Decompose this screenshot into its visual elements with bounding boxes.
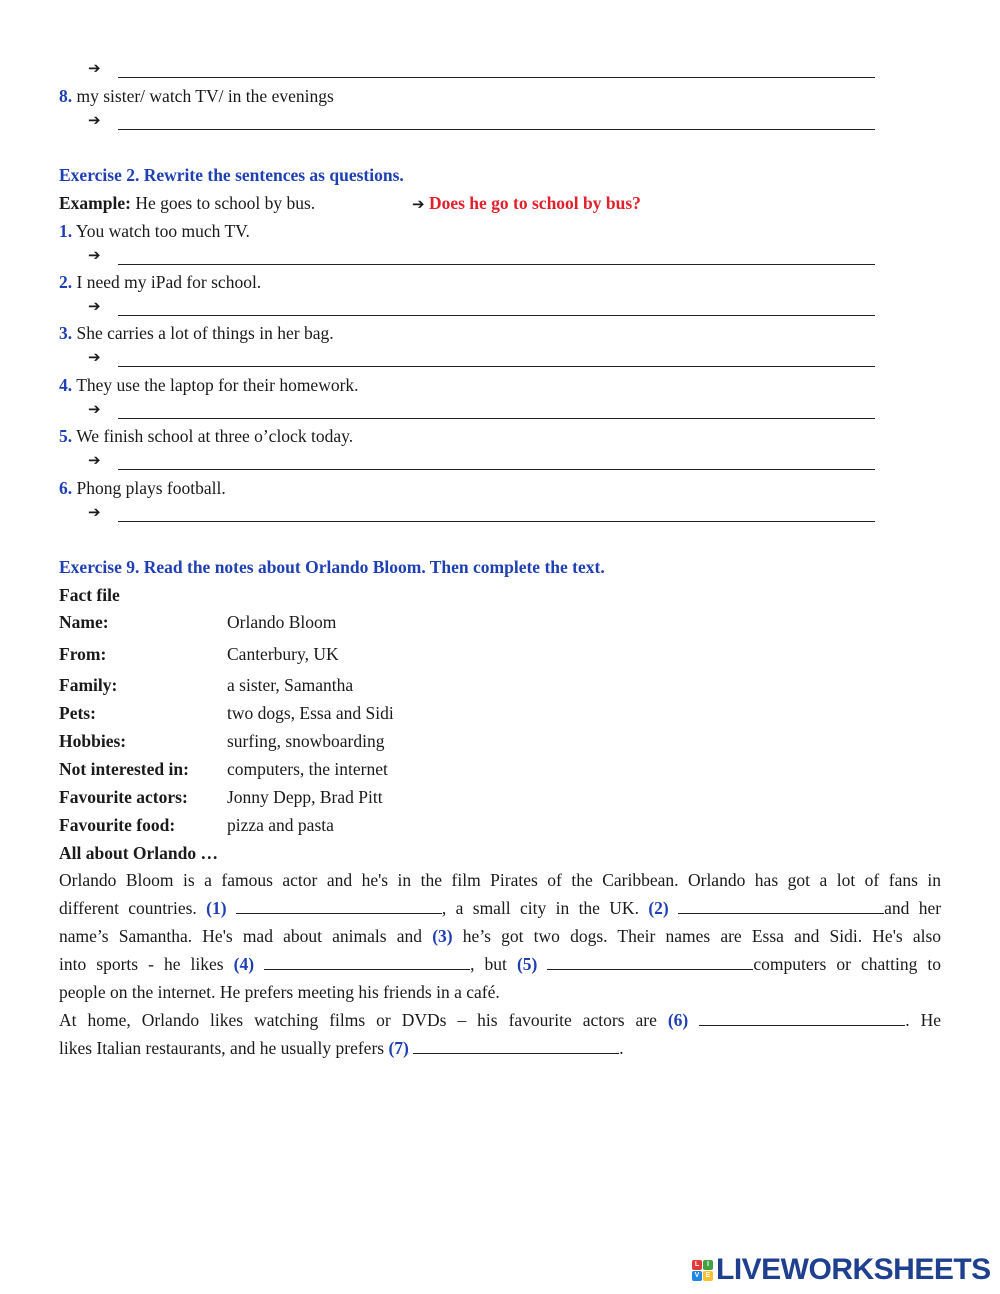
logo-block: E [703,1271,713,1281]
answer-line[interactable] [118,315,875,316]
gap-number-1: (1) [206,898,227,918]
fact-value-favourite-food: pizza and pasta [227,815,334,835]
fact-value-hobbies: surfing, snowboarding [227,731,385,751]
fact-label-favourite-actors: Favourite actors: [59,787,188,807]
logo-text: LIVEWORKSHEETS [716,1253,991,1286]
example-row [59,193,315,213]
gap-number-6: (6) [667,1010,689,1030]
fact-label-name: Name: [59,612,109,632]
paragraph-line [59,866,941,894]
gap-number-4: (4) [233,954,255,974]
paragraph-2 [59,1006,941,1062]
fact-label-family: Family: [59,675,118,695]
answer-line[interactable] [118,264,875,265]
gap-1-blank[interactable] [236,897,442,914]
item-text: We finish school at three o’clock today. [76,426,354,446]
paragraph-line [59,922,941,950]
arrow-icon: ➔ [88,348,101,366]
arrow-icon: ➔ [88,503,101,521]
fact-label-hobbies: Hobbies: [59,731,127,751]
liveworksheets-logo [692,1254,991,1286]
gap-number-2: (2) [648,898,669,918]
text-segment: different countries. [59,898,197,918]
text-segment: he’s got two dogs. Their names are Essa and Sidi. He's also [462,926,942,946]
text-segment: . [619,1038,624,1058]
exercise2-item-5 [59,426,353,446]
text-segment: , a small city in the UK. [441,898,639,918]
gap-number-5: (5) [516,954,538,974]
fact-label-from: From: [59,644,107,664]
arrow-icon: ➔ [88,451,101,469]
paragraph-line [59,894,941,922]
text-segment: into sports - he likes [59,954,224,974]
fact-value-favourite-actors: Jonny Depp, Brad Pitt [227,787,383,807]
text-segment: , but [470,954,507,974]
paragraph-line [59,1034,941,1062]
exercise2-item-3 [59,323,334,343]
exercise-2-heading: Exercise 2. Rewrite the sentences as questions. [59,165,404,185]
gap-6-blank[interactable] [699,1009,905,1026]
item-number: 4. [59,375,73,395]
fact-value-from: Canterbury, UK [227,644,339,664]
text-segment: and her [884,898,942,918]
gap-4-blank[interactable] [264,953,470,970]
arrow-icon: ➔ [88,297,101,315]
exercise2-item-2 [59,272,261,292]
exercise-9-heading: Exercise 9. Read the notes about Orlando Bloom. Then complete the text. [59,557,605,577]
item-text: I need my iPad for school. [76,272,262,292]
answer-line[interactable] [118,469,875,470]
exercise1-item-8 [59,86,334,106]
example-answer: Does he go to school by bus? [428,193,641,213]
gap-number-7: (7) [388,1038,409,1058]
fact-value-pets: two dogs, Essa and Sidi [227,703,394,723]
fact-label-favourite-food: Favourite food: [59,815,176,835]
item-text: They use the laptop for their homework. [76,375,359,395]
item-number: 8. [59,86,73,106]
arrow-icon: ➔ [88,400,101,418]
item-number: 6. [59,478,73,498]
answer-line[interactable] [118,418,875,419]
paragraph-1 [59,866,941,1006]
item-number: 3. [59,323,73,343]
fact-value-name: Orlando Bloom [227,612,337,632]
gap-5-blank[interactable] [547,953,753,970]
fact-label-pets: Pets: [59,703,96,723]
logo-block: V [692,1271,702,1281]
text-segment: people on the internet. He prefers meeting his friends in a café. [59,982,500,1002]
answer-line[interactable] [118,129,875,130]
fact-value-family: a sister, Samantha [227,675,354,695]
item-number: 1. [59,221,73,241]
answer-line[interactable] [118,521,875,522]
paragraph-line [59,950,941,978]
arrow-icon: ➔ [88,246,101,264]
arrow-icon: ➔ [88,59,101,77]
logo-blocks-icon [692,1260,713,1281]
exercise2-item-4 [59,375,359,395]
logo-block: I [703,1260,713,1270]
paragraph-line [59,1006,941,1034]
answer-line[interactable] [118,77,875,78]
text-segment: likes Italian restaurants, and he usually prefers [59,1038,385,1058]
gap-7-blank[interactable] [413,1037,619,1054]
example-text: He goes to school by bus. [135,193,316,213]
text-segment: Orlando Bloom is a famous actor and he's in the film Pirates of the Caribbean. Orlando has got a lot of fans in [59,870,941,890]
arrow-icon: ➔ [412,195,425,213]
text-segment: name’s Samantha. He's mad about animals and [59,926,423,946]
gap-2-blank[interactable] [678,897,884,914]
text-segment: At home, Orlando likes watching films or DVDs – his favourite actors are [59,1010,657,1030]
exercise2-item-1 [59,221,250,241]
paragraph-line [59,978,941,1006]
item-text: You watch too much TV. [75,221,250,241]
item-text: She carries a lot of things in her bag. [76,323,334,343]
item-text: my sister/ watch TV/ in the evenings [76,86,334,106]
item-text: Phong plays football. [76,478,226,498]
answer-line[interactable] [118,366,875,367]
logo-block: L [692,1260,702,1270]
text-segment: . He [905,1010,941,1030]
example-label: Example: [59,193,131,213]
text-segment: computers or chatting to [753,954,941,974]
item-number: 2. [59,272,73,292]
text-title: All about Orlando … [59,843,218,863]
fact-label-not-interested: Not interested in: [59,759,189,779]
arrow-icon: ➔ [88,111,101,129]
fact-file-title: Fact file [59,585,120,605]
exercise2-item-6 [59,478,226,498]
item-number: 5. [59,426,73,446]
example-answer-row [412,193,641,214]
fact-value-not-interested: computers, the internet [227,759,388,779]
gap-number-3: (3) [432,926,453,946]
